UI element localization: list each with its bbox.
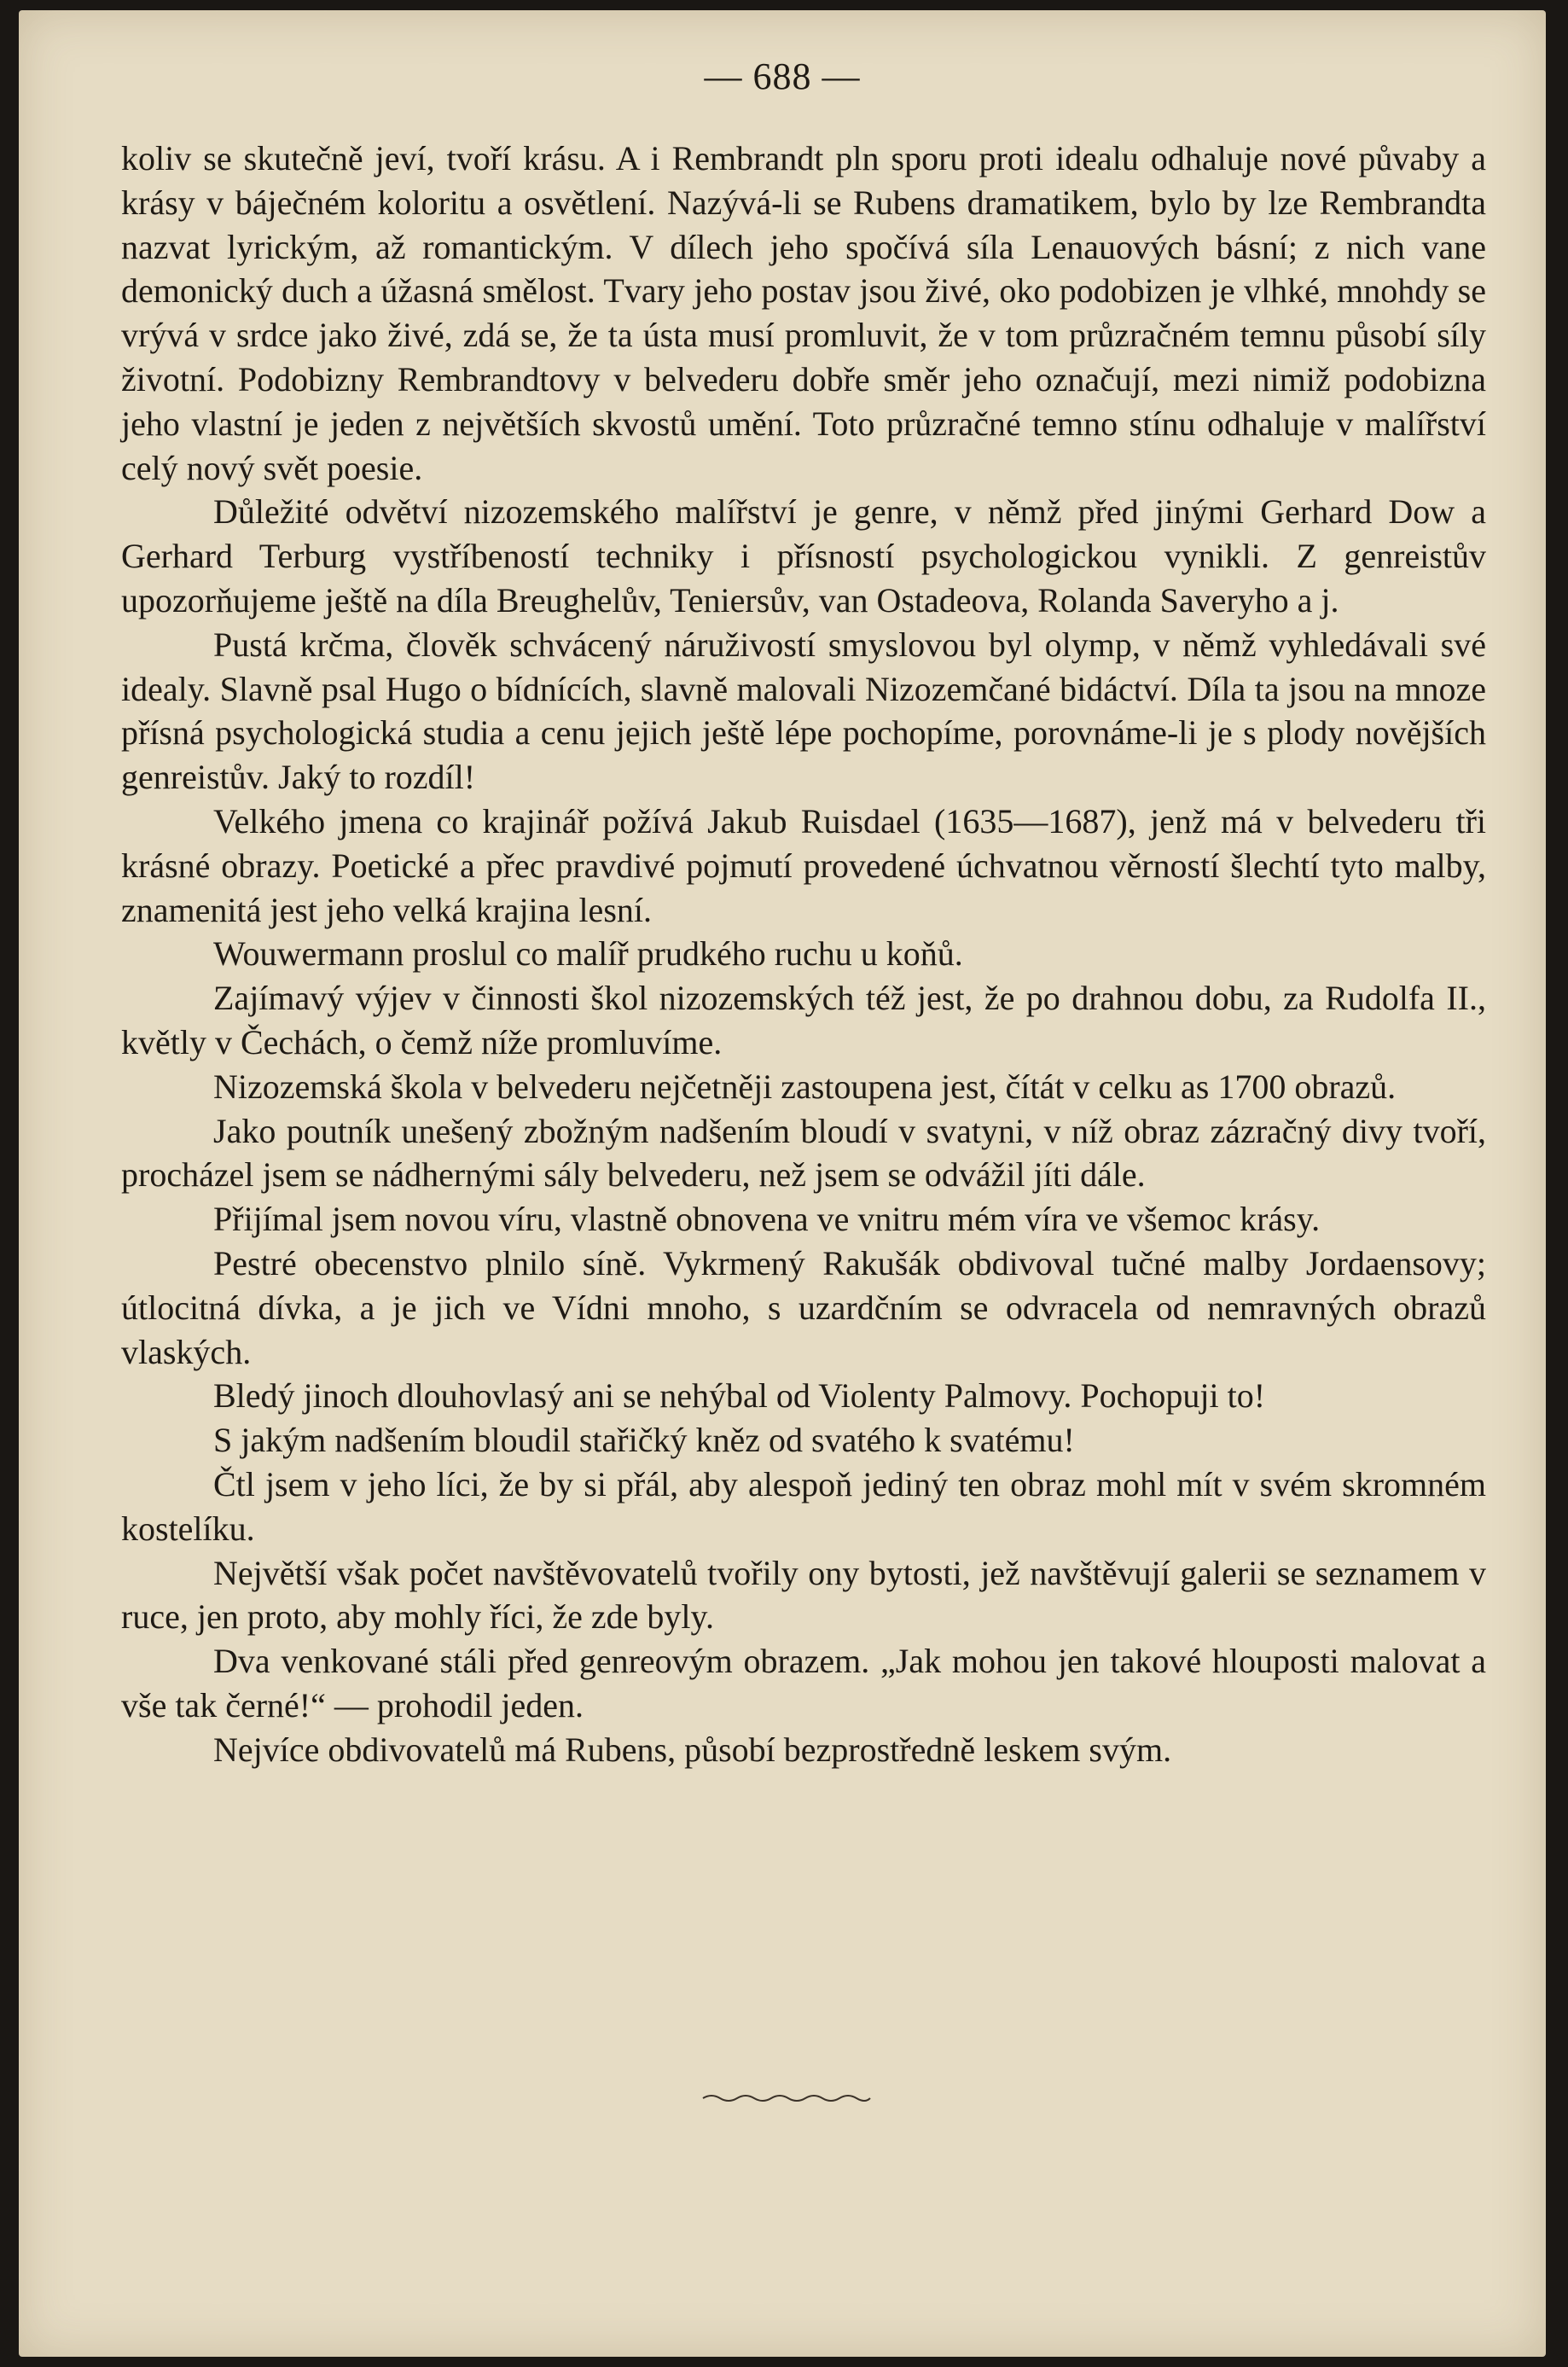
paragraph: Dva venkované stáli před genreovým obrazem. „Jak mohou jen takové hlouposti malovat a vše tak černé!“ — prohodil jeden. (121, 1642, 1486, 1724)
decorative-rule-icon (701, 2092, 872, 2104)
paragraph: Nejvíce obdivovatelů má Rubens, působí bezprostředně leskem svým. (213, 1730, 1172, 1769)
paragraph: Wouwermann proslul co malíř prudkého ruchu u koňů. (213, 934, 963, 974)
paragraph: koliv se skutečně jeví, tvoří krásu. A i Rembrandt pln sporu proti idealu odhaluje nové půvaby a krásy v báječném koloritu a osvětlení. Nazývá-li se Rubens dramatikem, bylo by lze Rembrandta nazvat lyrickým, až romantickým. V dílech jeho spočívá síla Lenauových básní; z nich vane demonický duch a úžasná smělost. Tvary jeho postav jsou živé, oko podobizen je vlhké, mnohdy se vrývá v srdce jako živé, zdá se, že ta ústa musí promluvit, že v tom průzračném temnu působí síly životní. Podobizny Rembrandtovy v belvederu dobře směr jeho označují, mezi nimiž podobizna jeho vlastní je jeden z největších skvostů umění. Toto průzračné temno stínu odhaluje v malířství celý nový svět poesie. (121, 139, 1486, 487)
paragraph: Nizozemská škola v belvederu nejčetněji zastoupena jest, čítát v celku as 1700 obrazů. (213, 1067, 1397, 1106)
paragraph: Jako poutník unešený zbožným nadšením bloudí v svatyni, v níž obraz zázračný divy tvoří, procházel jsem se nádhernými sály belvederu, než jsem se odvážil jíti dále. (121, 1111, 1486, 1195)
paragraph: Přijímal jsem novou víru, vlastně obnovena ve vnitru mém víra ve všemoc krásy. (213, 1200, 1321, 1239)
paragraph: Největší však počet navštěvovatelů tvořily ony bytosti, jež navštěvují galerii se seznamem v ruce, jen proto, aby mohly říci, že zde byly. (121, 1553, 1486, 1637)
paragraph: Čtl jsem v jeho líci, že by si přál, aby alespoň jediný ten obraz mohl mít v svém skromném kostelíku. (121, 1464, 1486, 1548)
paragraph: Zajímavý výjev v činnosti škol nizozemských též jest, že po drahnou dobu, za Rudolfa II., květly v Čechách, o čemž níže promluvíme. (121, 979, 1486, 1061)
paragraph: S jakým nadšením bloudil stařičký kněz od svatého k svatému! (213, 1421, 1075, 1460)
paragraph: Velkého jmena co krajinář požívá Jakub Ruisdael (1635—1687), jenž má v belvederu tři krásné obrazy. Poetické a přec pravdivé pojmutí provedené úchvatnou věrností šlechtí tyto malby, znamenitá jest jeho velká krajina lesní. (121, 801, 1486, 929)
paragraph: Důležité odvětví nizozemského malířství je genre, v němž před jinými Gerhard Dow a Gerhard Terburg vystříbeností techniky i přísností psychologickou vynikli. Z genreistův upozorňujeme ještě na díla Breughelův, Teniersův, van Ostadeova, Rolanda Saveryho a j. (121, 492, 1486, 619)
paragraph: Pustá krčma, člověk schvácený náruživostí smyslovou byl olymp, v němž vyhledávali své idealy. Slavně psal Hugo o bídnících, slavně malovali Nizozemčané bidáctví. Díla ta jsou na mnoze přísná psychologická studia a cenu jejich ještě lépe pochopíme, porovnáme-li je s plody novějších genreistův. Jaký to rozdíl! (121, 625, 1486, 797)
page-number: — 688 — (704, 55, 861, 97)
paragraph: Pestré obecenstvo plnilo síně. Vykrmený Rakušák obdivoval tučné malby Jordaensovy; útlocitná dívka, a je jich ve Vídni mnoho, s uzardčním se odvracela od nemravných obrazů vlaských. (121, 1243, 1486, 1371)
body-text (121, 137, 1486, 1771)
paragraph: Bledý jinoch dlouhovlasý ani se nehýbal od Violenty Palmovy. Pochopuji to! (213, 1376, 1266, 1416)
book-page (19, 10, 1546, 2357)
